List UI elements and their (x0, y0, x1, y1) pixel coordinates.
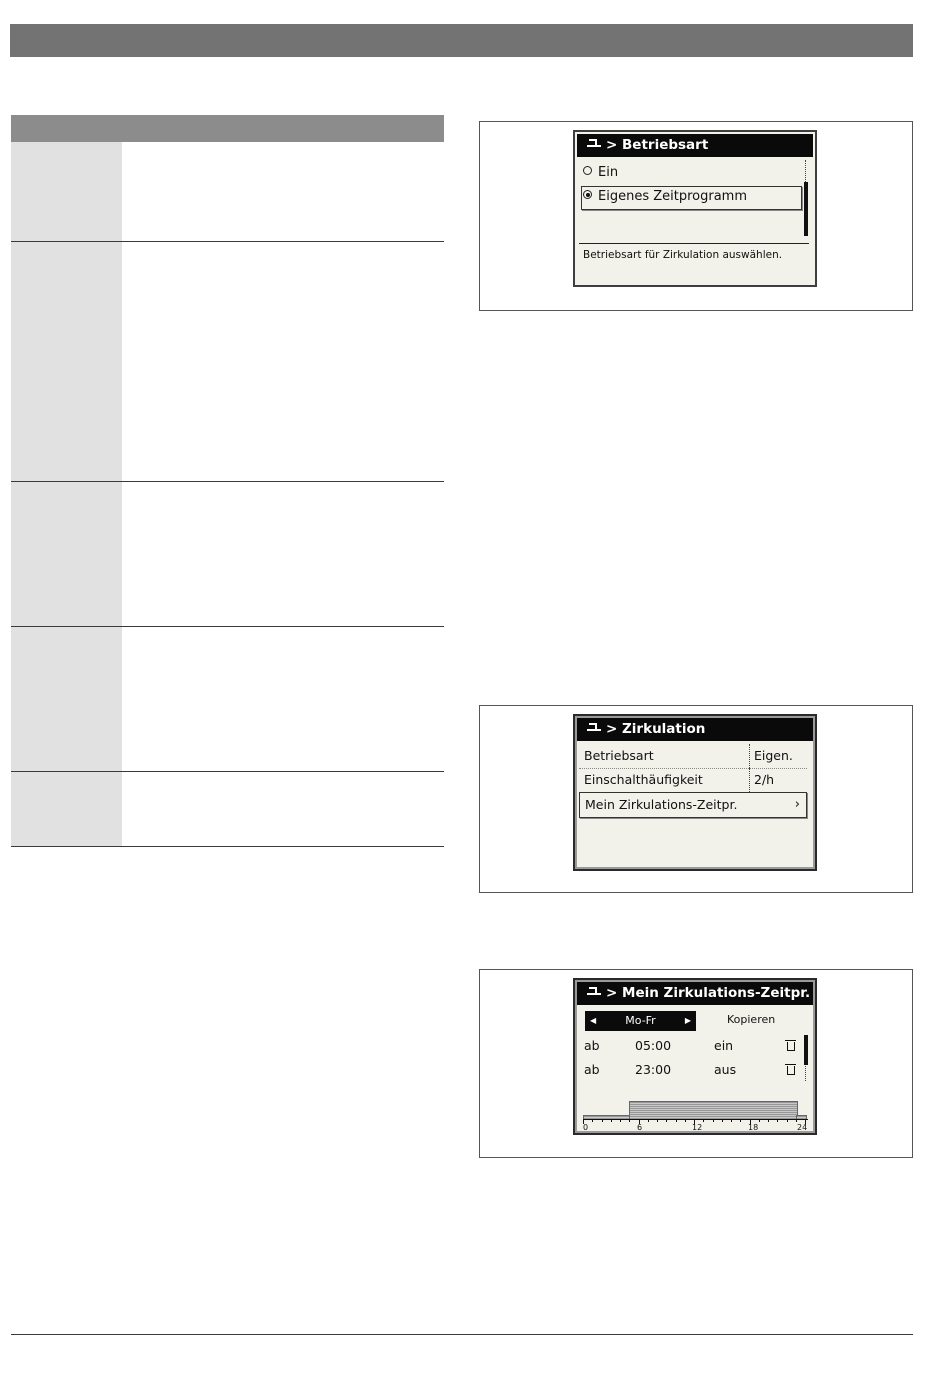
table-row (11, 242, 444, 482)
timeline-tick-label: 24 (797, 1123, 808, 1132)
timeline-tick-label: 12 (692, 1123, 703, 1132)
radio-selected-icon (583, 190, 592, 199)
lcd-screen-betriebsart (573, 130, 817, 287)
table-label-cell (11, 772, 122, 846)
arrow-right-icon[interactable]: ▶ (684, 1016, 691, 1025)
schedule-state[interactable]: aus (714, 1062, 737, 1077)
day-selector[interactable] (585, 1011, 696, 1031)
day-timeline (583, 1095, 808, 1133)
timeline-tick-label: 0 (583, 1123, 589, 1132)
screen-title: > Betriebsart (606, 137, 709, 153)
table-row (11, 627, 444, 772)
option-eigenes-zeitprogramm[interactable] (583, 189, 747, 204)
table-row (11, 772, 444, 847)
timeline-tick (703, 1119, 704, 1122)
timeline-tick (666, 1119, 667, 1122)
schedule-state[interactable]: ein (714, 1038, 734, 1053)
menu-value: 2/h (749, 768, 774, 792)
timeline-tick (777, 1119, 778, 1122)
timeline-tick (657, 1119, 658, 1122)
timeline-tick (602, 1119, 603, 1122)
footer-rule (11, 1334, 913, 1335)
menu-value: Eigen. (749, 744, 793, 768)
figure-zirkulations-zeitprogramm (479, 969, 913, 1158)
timeline-tick-label: 6 (637, 1123, 643, 1132)
water-tap-icon (587, 723, 601, 733)
table-label-cell (11, 242, 122, 481)
option-label: Eigenes Zeitprogramm (598, 189, 747, 204)
table-header (11, 115, 444, 142)
copy-button[interactable]: Kopieren (727, 1013, 776, 1026)
table-label-cell (11, 627, 122, 771)
menu-row-einschalthaeufigkeit[interactable] (579, 768, 807, 792)
timeline-tick (768, 1119, 769, 1122)
timeline-tick (648, 1119, 649, 1122)
trash-icon[interactable] (786, 1064, 795, 1074)
timeline-tick (592, 1119, 593, 1122)
timeline-axis (583, 1119, 808, 1120)
radio-icon (583, 166, 592, 175)
menu-label: Mein Zirkulations-Zeitpr. (585, 797, 738, 812)
screen-title-bar (577, 982, 813, 1005)
lcd-screen-zirkulation (573, 714, 817, 871)
help-text: Betriebsart für Zirkulation auswählen. (583, 249, 783, 261)
day-label: Mo-Fr (625, 1014, 656, 1027)
schedule-time[interactable]: 05:00 (635, 1038, 672, 1053)
top-header-bar (10, 24, 913, 57)
screen-title: > Mein Zirkulations-Zeitpr. (606, 985, 811, 1001)
timeline-tick (796, 1119, 797, 1122)
timeline-tick (722, 1119, 723, 1122)
table-label-cell (11, 482, 122, 626)
menu-label: Betriebsart (584, 748, 654, 763)
timeline-tick (620, 1119, 621, 1122)
timeline-tick (685, 1119, 686, 1122)
menu-label: Einschalthäufigkeit (584, 772, 703, 787)
figure-betriebsart (479, 121, 913, 311)
timeline-tick-label: 18 (748, 1123, 759, 1132)
arrow-left-icon[interactable]: ◀ (590, 1016, 597, 1025)
option-ein[interactable] (583, 165, 618, 180)
figure-zirkulation (479, 705, 913, 893)
timeline-tick (731, 1119, 732, 1122)
timeline-tick (676, 1119, 677, 1122)
schedule-time[interactable]: 23:00 (635, 1062, 672, 1077)
timeline-tick (611, 1119, 612, 1122)
timeline-tick (713, 1119, 714, 1122)
screen-title-bar (577, 718, 813, 741)
schedule-row[interactable] (584, 1062, 794, 1078)
timeline-tick (629, 1119, 630, 1122)
lcd-screen-zeitprogramm (573, 978, 817, 1135)
chevron-right-icon: › (794, 797, 800, 812)
scrollbar-thumb[interactable] (804, 182, 808, 236)
option-label: Ein (598, 165, 619, 180)
timeline-tick (740, 1119, 741, 1122)
menu-row-mein-zirkulations-zeitpr[interactable] (579, 792, 807, 818)
screen-title: > Zirkulation (606, 721, 706, 737)
schedule-prefix: ab (584, 1038, 600, 1053)
table-label-cell (11, 142, 122, 241)
table-row (11, 482, 444, 627)
scrollbar-thumb[interactable] (804, 1035, 808, 1065)
divider (579, 243, 809, 244)
timeline-tick (787, 1119, 788, 1122)
table-row (11, 142, 444, 242)
schedule-row[interactable] (584, 1038, 794, 1054)
water-tap-icon (587, 139, 601, 149)
menu-row-betriebsart[interactable] (579, 744, 807, 768)
timeline-tick (759, 1119, 760, 1122)
water-tap-icon (587, 987, 601, 997)
schedule-prefix: ab (584, 1062, 600, 1077)
timeline-on-segment (629, 1101, 798, 1120)
trash-icon[interactable] (786, 1040, 795, 1050)
screen-title-bar (577, 134, 813, 157)
